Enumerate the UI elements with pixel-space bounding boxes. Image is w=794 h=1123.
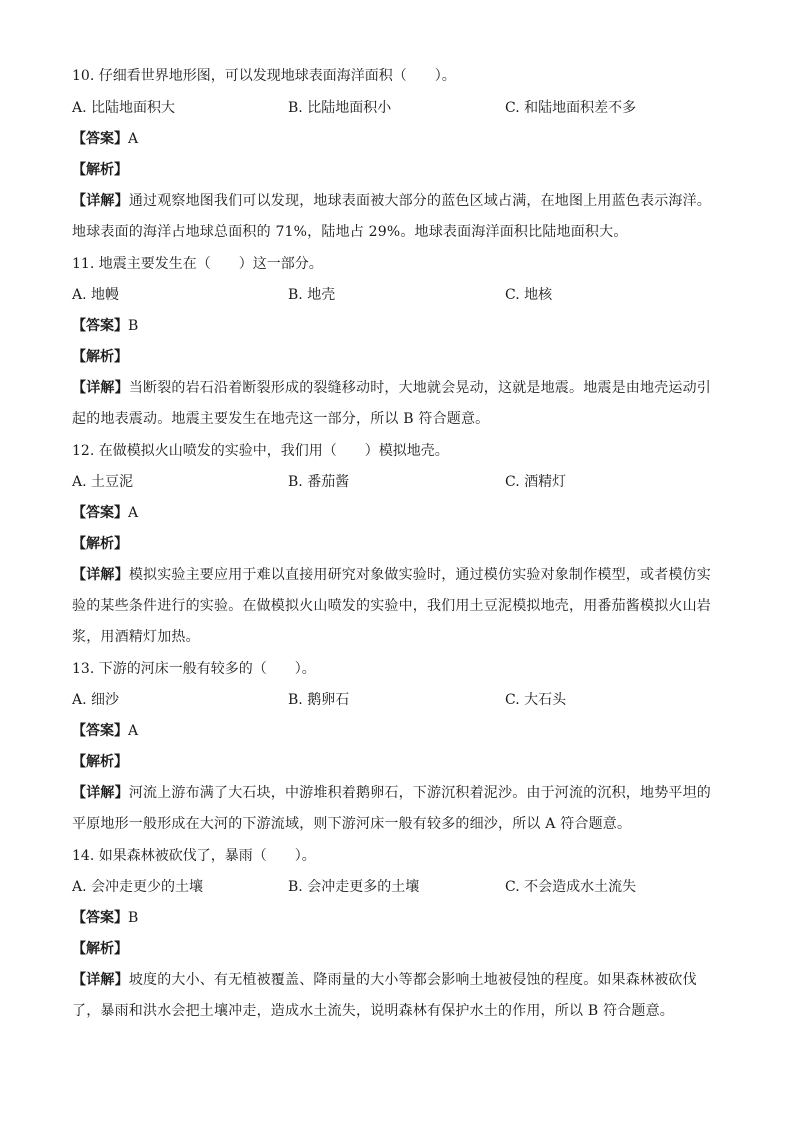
question-14-analysis-label: 【解析】 [72,941,128,957]
question-13-options [0,690,794,710]
answer-value: A [128,131,139,147]
option-a: A. 比陆地面积大 [72,100,176,116]
question-11-detail [72,373,720,435]
answer-value: A [128,505,139,521]
detail-label: 【详解】 [72,567,129,583]
question-10-answer [72,129,138,149]
answer-label: 【答案】 [72,723,128,739]
answer-label: 【答案】 [72,505,128,521]
question-12-detail [72,560,720,653]
question-10-detail [72,186,720,248]
question-11-answer [72,316,138,336]
answer-label: 【答案】 [72,910,128,926]
answer-label: 【答案】 [72,131,128,147]
detail-text: 模拟实验主要应用于难以直接用研究对象做实验时，通过模仿实验对象制作模型，或者模仿实验的某些条件进行的实验。在做模拟火山喷发的实验中，我们用土豆泥模拟地壳，用番茄酱模拟火山岩浆，用酒精灯加热。 [72,567,712,645]
question-10-analysis-label: 【解析】 [72,162,128,178]
option-c: C. 不会造成水土流失 [505,879,637,895]
question-11-analysis-label: 【解析】 [72,349,128,365]
option-b: B. 番茄酱 [288,474,350,490]
question-14-stem: 14. 如果森林被砍伐了，暴雨（ ）。 [72,848,316,864]
question-12-analysis-label: 【解析】 [72,536,128,552]
detail-text: 当断裂的岩石沿着断裂形成的裂缝移动时，大地就会晃动，这就是地震。地震是由地壳运动引起的地表震动。地震主要发生在地壳这一部分，所以 B 符合题意。 [72,380,712,427]
detail-label: 【详解】 [72,972,129,988]
option-b: B. 地壳 [288,287,336,303]
question-13-detail [72,778,720,840]
option-b: B. 会冲走更多的土壤 [288,879,420,895]
detail-text: 河流上游布满了大石块，中游堆积着鹅卵石，下游沉积着泥沙。由于河流的沉积，地势平坦的平原地形一般形成在大河的下游流域，则下游河床一般有较多的细沙，所以 A 符合题意。 [72,785,712,832]
question-13-stem: 13. 下游的河床一般有较多的（ ）。 [72,661,316,677]
question-13-analysis-label: 【解析】 [72,754,128,770]
question-11-stem: 11. 地震主要发生在（ ）这一部分。 [72,256,323,272]
answer-value: B [128,910,139,926]
question-13-answer [72,721,138,741]
option-b: B. 鹅卵石 [288,692,350,708]
option-a: A. 土豆泥 [72,474,134,490]
question-12-stem: 12. 在做模拟火山喷发的实验中，我们用（ ）模拟地壳。 [72,443,449,459]
question-12-options [0,472,794,492]
question-11-options [0,285,794,305]
answer-label: 【答案】 [72,318,128,334]
answer-value: A [128,723,139,739]
option-c: C. 大石头 [505,692,567,708]
detail-label: 【详解】 [72,785,129,801]
question-10-stem: 10. 仔细看世界地形图，可以发现地球表面海洋面积（ ）。 [72,68,456,84]
option-a: A. 会冲走更少的土壤 [72,879,204,895]
option-b: B. 比陆地面积小 [288,100,392,116]
option-c: C. 酒精灯 [505,474,567,490]
detail-label: 【详解】 [72,380,129,396]
question-14-answer [72,908,138,928]
question-14-options [0,877,794,897]
detail-text: 通过观察地图我们可以发现，地球表面被大部分的蓝色区域占满，在地图上用蓝色表示海洋。地球表面的海洋占地球总面积的 71%，陆地占 29%。地球表面海洋面积比陆地面积大。 [72,193,712,240]
question-14-detail [72,965,720,1027]
detail-label: 【详解】 [72,193,129,209]
question-10-options [0,98,794,118]
option-c: C. 地核 [505,287,553,303]
answer-value: B [128,318,139,334]
detail-text: 坡度的大小、有无植被覆盖、降雨量的大小等都会影响土地被侵蚀的程度。如果森林被砍伐了，暴雨和洪水会把土壤冲走，造成水土流失，说明森林有保护水土的作用，所以 B 符合题意。 [72,972,697,1019]
question-12-answer [72,503,138,523]
option-a: A. 地幔 [72,287,120,303]
option-c: C. 和陆地面积差不多 [505,100,637,116]
option-a: A. 细沙 [72,692,120,708]
